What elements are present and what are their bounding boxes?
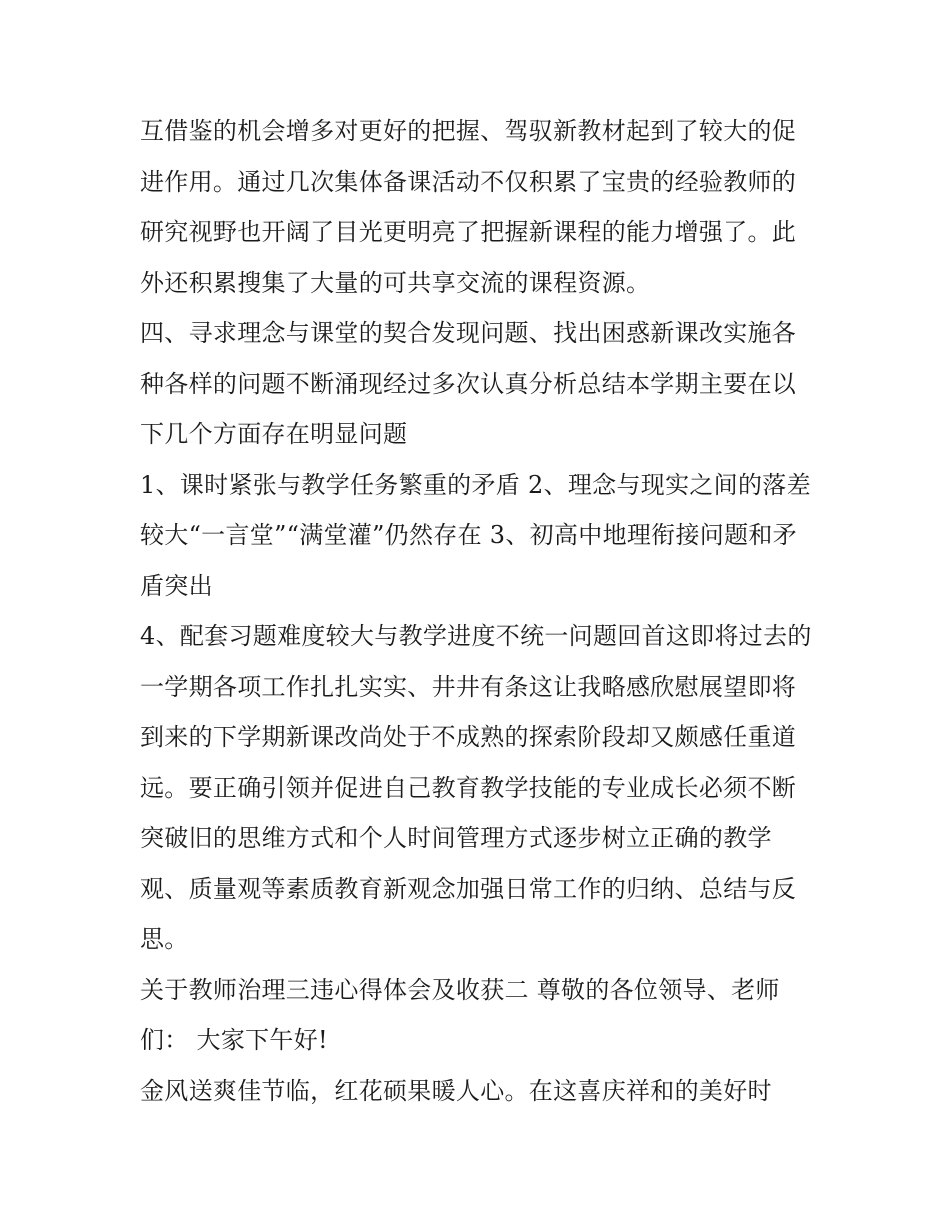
- paragraph-5: 关于教师治理三违心得体会及收获二 尊敬的各位领导、老师们： 大家下午好!: [140, 975, 780, 1054]
- paragraph-2: 四、寻求理念与课堂的契合发现问题、找出困惑新课改实施各种各样的问题不断涌现经过多次认真分析总结本学期主要在以下几个方面存在明显问题: [140, 319, 797, 448]
- paragraph-3: 1、课时紧张与教学任务繁重的矛盾 2、理念与现实之间的落差较大“一言堂”“满堂灌”仍然存在 3、初高中地理衔接问题和矛盾突出: [140, 470, 811, 600]
- paragraph-4: 4、配套习题难度较大与教学进度不统一问题回首这即将过去的一学期各项工作扎扎实实、井井有条这让我略感欣慰展望即将到来的下学期新课改尚处于不成熟的探索阶段却又颇感任重道远。要正确引领并促进自己教育教学技能的专业成长必须不断突破旧的思维方式和个人时间管理方式逐步树立正确的教学观、质量观等素质教育新观念加强日常工作的归纳、总结与反思。: [140, 622, 812, 953]
- paragraph-6: 金风送爽佳节临，红花硕果暖人心。在这喜庆祥和的美好时: [140, 1076, 772, 1105]
- paragraph-1: 互借鉴的机会增多对更好的把握、驾驭新教材起到了较大的促进作用。通过几次集体备课活动不仅积累了宝贵的经验教师的研究视野也开阔了目光更明亮了把握新课程的能力增强了。此外还积累搜集了大量的可共享交流的课程资源。: [140, 117, 797, 297]
- document-body: [140, 106, 820, 1116]
